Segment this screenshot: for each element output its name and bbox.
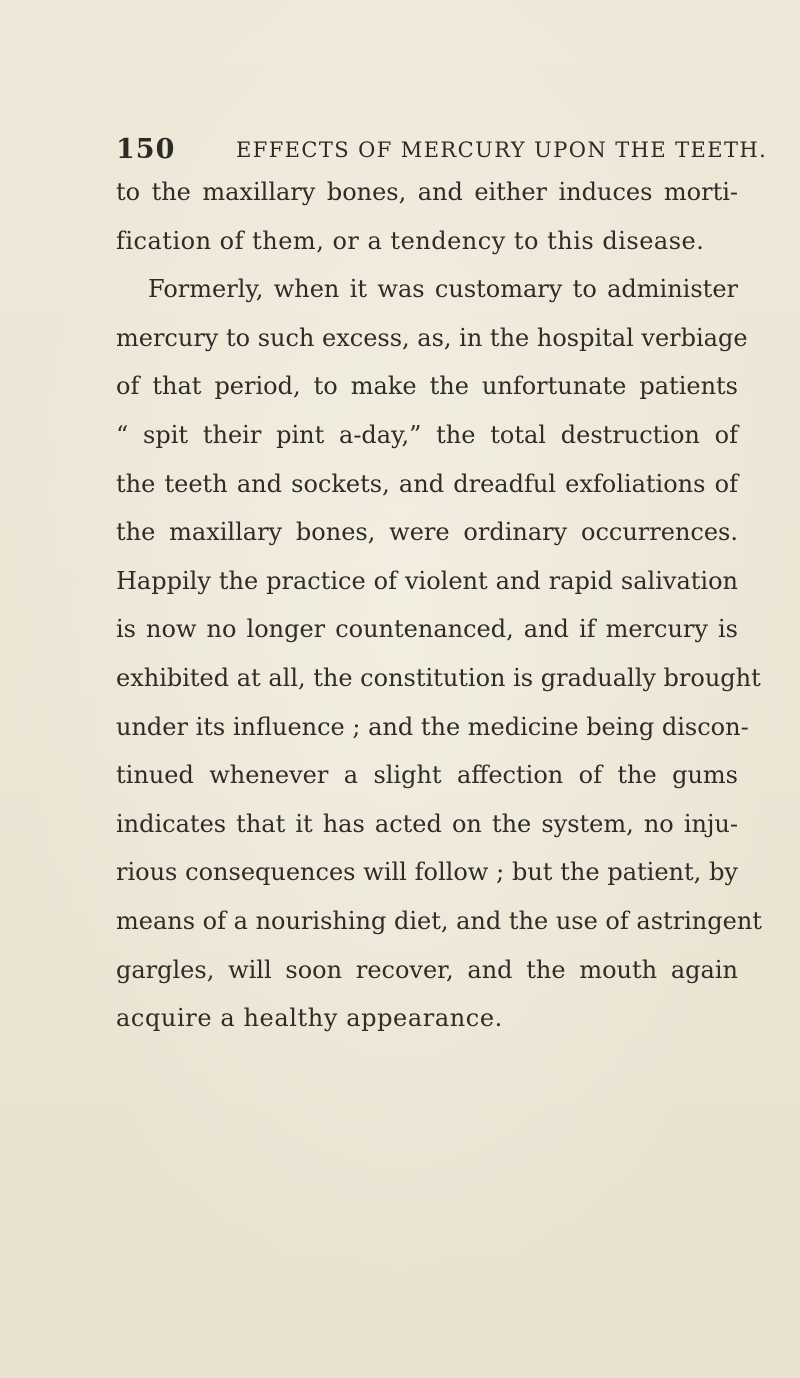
text-line: “ spit their pint a-day,” the total destruction of — [116, 420, 738, 449]
text-line: mercury to such excess, as, in the hospital verbiage — [116, 323, 748, 352]
text-line: indicates that it has acted on the system, no inju- — [116, 809, 738, 838]
text-line: acquire a healthy appearance. — [116, 1004, 503, 1033]
text-line: to the maxillary bones, and either induces morti- — [116, 178, 738, 206]
text-line: is now no longer countenanced, and if mercury is — [116, 615, 738, 644]
running-title: EFFECTS OF MERCURY UPON THE TEETH. — [236, 138, 768, 162]
text-line: the maxillary bones, were ordinary occurrences. — [116, 518, 738, 547]
text-line: fication of them, or a tendency to this disease. — [116, 226, 705, 255]
text-line: gargles, will soon recover, and the mouth again — [116, 955, 738, 984]
body-text — [116, 168, 762, 1043]
text-line: the teeth and sockets, and dreadful exfoliations of — [116, 469, 738, 498]
text-line: Happily the practice of violent and rapid salivation — [116, 566, 738, 595]
text-line: Formerly, when it was customary to administer — [148, 275, 738, 304]
page-number: 150 — [116, 134, 176, 165]
text-line: of that period, to make the unfortunate patients — [116, 372, 738, 401]
text-line: means of a nourishing diet, and the use of astringent — [116, 906, 762, 935]
text-line: under its influence ; and the medicine being discon- — [116, 712, 749, 741]
text-line: rious consequences will follow ; but the patient, by — [116, 858, 738, 887]
text-line: tinued whenever a slight affection of the gums — [116, 761, 738, 790]
text-line: exhibited at all, the constitution is gradually brought — [116, 663, 761, 692]
